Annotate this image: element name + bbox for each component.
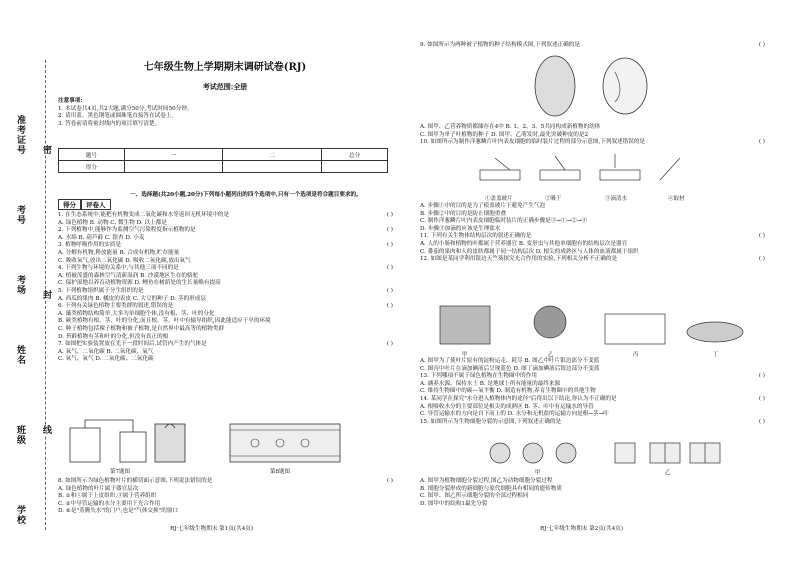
question-2-options: A. 水绵 B. 葫芦藓 C. 银杏 D. 小麦	[58, 234, 145, 241]
section-1-heading: 一、选择题(共20小题,20分)下列每小题列出的四个选项中,只有一个选项是符合题目要求的。	[130, 192, 362, 198]
score-r1: 得分	[59, 161, 125, 173]
question-4-option-ab: A. 植被茂盛的森林空气清新湿润 B. 沙漠地区生存的骆驼	[58, 272, 199, 279]
fig15-label-jia: 甲	[535, 470, 541, 476]
score-h4: 总分	[322, 149, 388, 161]
fig12-label-yi: 乙	[548, 352, 554, 358]
fig12-label-ding: 丁	[713, 352, 719, 358]
score-cell[interactable]	[322, 161, 388, 173]
kaochang-label: 考场	[15, 275, 25, 295]
fig7-apparatus	[60, 418, 200, 466]
question-7-option-cd: C. 氧气、氧气 D. 二氧化碳、二氧化碳	[58, 356, 154, 363]
grader-score: 得分	[58, 199, 81, 210]
note-1: 1. 本试卷共4页,共2大题,满分50分,考试时间50分钟。	[58, 105, 193, 112]
question-10-option-c: C. 制作洋葱鳞片叶内表皮细胞临时装片的正确步骤是③→①→②→④	[420, 218, 588, 225]
question-9-option-cd: C. 图甲为单子叶植物的种子 D. 图甲、乙萌发时,最先突破种皮的是2	[420, 131, 589, 138]
answer-paren[interactable]: ( )	[386, 303, 393, 310]
answer-paren[interactable]: ( )	[758, 233, 765, 240]
exam-title: 七年级生物上学期期末调研试卷(RJ)	[143, 62, 307, 73]
question-12-option-cd: C. 图丙中叶片在滴加碘液后呈现蓝色 D. 图丁滴加碘液后银边部分不变蓝	[420, 365, 600, 372]
score-h2: 一	[124, 149, 223, 161]
question-1-options: A. 绿色植物 B. 动物 C. 微生物 D. 以上都是	[58, 219, 167, 226]
exam-scope: 考试范围:全册	[202, 82, 248, 91]
question-5: 5. 下列植物组织属于分生组织的是	[58, 287, 144, 294]
fig15-cell-division	[485, 438, 725, 468]
note-2: 2. 请用蓝、黑色钢笔或圆珠笔直接答在试卷上。	[58, 113, 177, 120]
question-1: 1. 在生态系统中,能把有机物变成二氧化碳和水等返回无机环境中的是	[58, 212, 230, 218]
question-15-option-b: B. 细胞分裂形成的新细胞与原代细胞具有相同的遗传物质	[420, 485, 562, 492]
answer-paren[interactable]: ( )	[386, 341, 393, 348]
question-9: 9. 如图所示为两种被子植物的种子结构模式图,下列叙述正确的是	[420, 42, 580, 48]
fig12-experiment	[430, 300, 750, 348]
xian-label: 线	[41, 425, 51, 435]
question-6-option-b: B. 蕨类植物有根、茎、叶的分化,而且根、茎、叶中有输导组织,因此能适应干旱的环境	[58, 318, 271, 325]
question-8-option-a: A. 绿色植物的叶片属于器官层次	[58, 485, 139, 492]
question-10-option-d: D. 步骤③加滴的应该是生理盐水	[420, 225, 501, 232]
fig10-label-1: ①盖盖玻片	[485, 196, 513, 202]
answer-paren[interactable]: ( )	[386, 265, 393, 272]
score-h3: 二	[223, 149, 322, 161]
question-3: 3. 植物呼吸作用的实质是	[58, 242, 122, 249]
kaohao-label: 考号	[15, 205, 25, 225]
answer-paren[interactable]: ( )	[386, 287, 393, 294]
answer-paren[interactable]: ( )	[386, 242, 393, 249]
answer-paren[interactable]: ( )	[386, 227, 393, 234]
question-8-option-b: B. ①和⑤属于上皮组织,③属于营养组织	[58, 493, 157, 500]
question-7: 7. 如图把实验装置放在光下一段时间后,试管内产生的气体是	[58, 341, 207, 348]
answer-paren[interactable]: ( )	[758, 373, 765, 380]
answer-paren[interactable]: ( )	[758, 139, 765, 146]
question-3-option-ab: A. 分解有机物,释放能量 B. 合成有机物,贮存能量	[58, 249, 180, 256]
grader-box	[58, 192, 111, 211]
question-10-option-b: B. 步骤②中的目的是防止细胞重叠	[420, 210, 506, 217]
question-10-option-a: A. 步骤①中的目的是为了使盖玻片下避免产生气泡	[420, 203, 546, 209]
question-7-option-ab: A. 氧气、二氧化碳 B. 二氧化碳、氧气	[58, 348, 154, 355]
question-14-option-ab: A. 根吸收水分的主要部位是根尖的成熟区 B. 茎、叶中有运输水的导管	[420, 403, 594, 410]
fig15-label-yi: 乙	[665, 470, 671, 476]
notes-title: 注意事项:	[58, 98, 83, 104]
question-12: 12. 如图是某同学利用银边天竺葵探究光合作用的实验,下列相关分析不正确的是	[420, 256, 618, 263]
question-6-option-d: D. 苔藓植物有茎和叶的分化,但没有真正的根	[58, 333, 169, 340]
question-11: 11. 下列有关生物体结构层次的叙述正确的是	[420, 233, 532, 240]
question-11-option-ab: A. 人的小肠和植物的叶都属于营养器官 B. 变形虫与其他单细胞有的结构层次是器官	[420, 240, 628, 247]
fig7-label: 第7题图	[110, 469, 130, 475]
fig12-label-jia: 甲	[462, 352, 468, 358]
grader-name: 评卷人	[81, 199, 111, 210]
question-14: 14. 某同学在探究"水分进入植物体内的途径"后得出以下结论,你认为不正确的是	[420, 395, 617, 402]
question-4: 4. 下列生物与环境的关系中,与其他三项不同的是	[58, 265, 179, 272]
page-footer-2: RJ·七年级生物期末 第2页(共4页)	[540, 526, 624, 532]
score-h1: 题号	[59, 149, 125, 161]
question-6-option-a: A. 藻类植物结构简单,大多为单细胞个体,没有根、茎、叶的分化	[58, 310, 215, 317]
question-3-option-cd: C. 吸收氧气,放出二氧化碳 D. 吸收二氧化碳,放出氧气	[58, 257, 191, 264]
fig10-label-3: ③滴清水	[605, 196, 628, 202]
question-2: 2. 下列植物中,能够作为监测空气污染程度指示植物的是	[58, 227, 196, 234]
answer-paren[interactable]: ( )	[758, 256, 765, 263]
score-cell[interactable]	[124, 161, 223, 173]
feng-label: 封	[41, 290, 51, 300]
fig9-seeds	[520, 52, 660, 120]
question-13-option-cd: C. 维持生物圈中的碳—氧平衡 D. 制造有机物,养育生物圈中的其他生物	[420, 388, 596, 395]
question-11-option-cd: C. 番茄的果肉和人的皮肤都属于同一结构层次 D. 根尖的成熟区与人体的血液都属于组织	[420, 248, 639, 255]
question-6: 6. 下列有关绿色植物主要类群的叙述,错误的是	[58, 303, 174, 310]
page-footer-1: RJ·七年级生物期末 第1页(共4页)	[170, 526, 254, 532]
question-15-option-d: D. 图甲中的结构1最先分裂	[420, 500, 488, 507]
answer-paren[interactable]: ( )	[758, 42, 765, 48]
question-8: 8. 如图所示为绿色植物叶片的横切面示意图,下列说法错误的是	[58, 478, 213, 484]
answer-paren[interactable]: ( )	[758, 418, 765, 425]
question-5-options: A. 西瓜的果肉 B. 橘皮的表皮 C. 大豆的种子 D. 茎的形成层	[58, 295, 206, 302]
mi-label: 密	[41, 145, 51, 155]
class-label: 班级	[15, 425, 25, 445]
question-6-option-c: C. 种子植物包括裸子植物和被子植物,是自然界中最高等的植物类群	[58, 325, 225, 332]
fig8-label: 第8题图	[270, 469, 290, 475]
answer-paren[interactable]: ( )	[386, 478, 393, 484]
question-4-option-cd: C. 保护湿地以养育动植物资源 D. 鲤鱼在树荫处的生长量略有提高	[58, 280, 221, 287]
fig8-leaf-section	[225, 418, 345, 466]
question-8-option-c: C. ②中导管运输的水分主要用于光合作用	[58, 500, 161, 507]
fig10-label-2: ②吸干	[545, 196, 562, 202]
fig10-label-4: ④取材	[668, 196, 685, 202]
answer-paren[interactable]: ( )	[386, 212, 393, 218]
note-3: 3. 答卷前请将密封线内的项目填写清楚。	[58, 120, 161, 127]
fig12-label-bing: 丙	[633, 352, 639, 358]
question-10: 10. 如图所示为制作洋葱鳞片叶内表皮细胞的临时装片过程的部分示意图,下列叙述错误的是	[420, 139, 646, 146]
score-cell[interactable]	[223, 161, 322, 173]
question-15-option-a: A. 图甲为植物细胞分裂过程,图乙为动物细胞分裂过程	[420, 478, 553, 484]
seat-label: 准考证号	[15, 115, 25, 155]
question-14-option-cd: C. 导管运输水的方向是自下而上的 D. 水分和无机盐的运输方向是根→茎→叶	[420, 411, 609, 418]
fig10-steps	[475, 150, 705, 192]
question-9-option-ab: A. 图甲、乙营养物质都储存在4中 B. 1、2、3、5共同构成新植物的幼体	[420, 124, 601, 130]
question-13: 13. 下列哪项不属于绿色植物在生物圈中的作用	[420, 373, 537, 380]
question-13-option-ab: A. 涵养水源、保持水土 B. 是地球上所有能量的最终来源	[420, 380, 561, 387]
question-12-option-ab: A. 图甲为了使叶片原有的淀粉运走、耗尽 B. 图乙中叶片银边部分不变蓝	[420, 358, 600, 364]
score-table	[58, 148, 388, 173]
answer-paren[interactable]: ( )	[758, 395, 765, 402]
school-label: 学校	[15, 505, 25, 525]
name-label: 姓名	[15, 345, 25, 365]
question-8-option-d: D. ⑥是"蒸腾失水"的门户,也是"气体交换"的窗口	[58, 508, 179, 515]
question-15: 15. 如图所示为生物细胞分裂的示意图,下列叙述正确的是	[420, 418, 562, 425]
question-15-option-c: C. 图甲、图乙所示细胞分裂的全部过程相同	[420, 493, 529, 500]
